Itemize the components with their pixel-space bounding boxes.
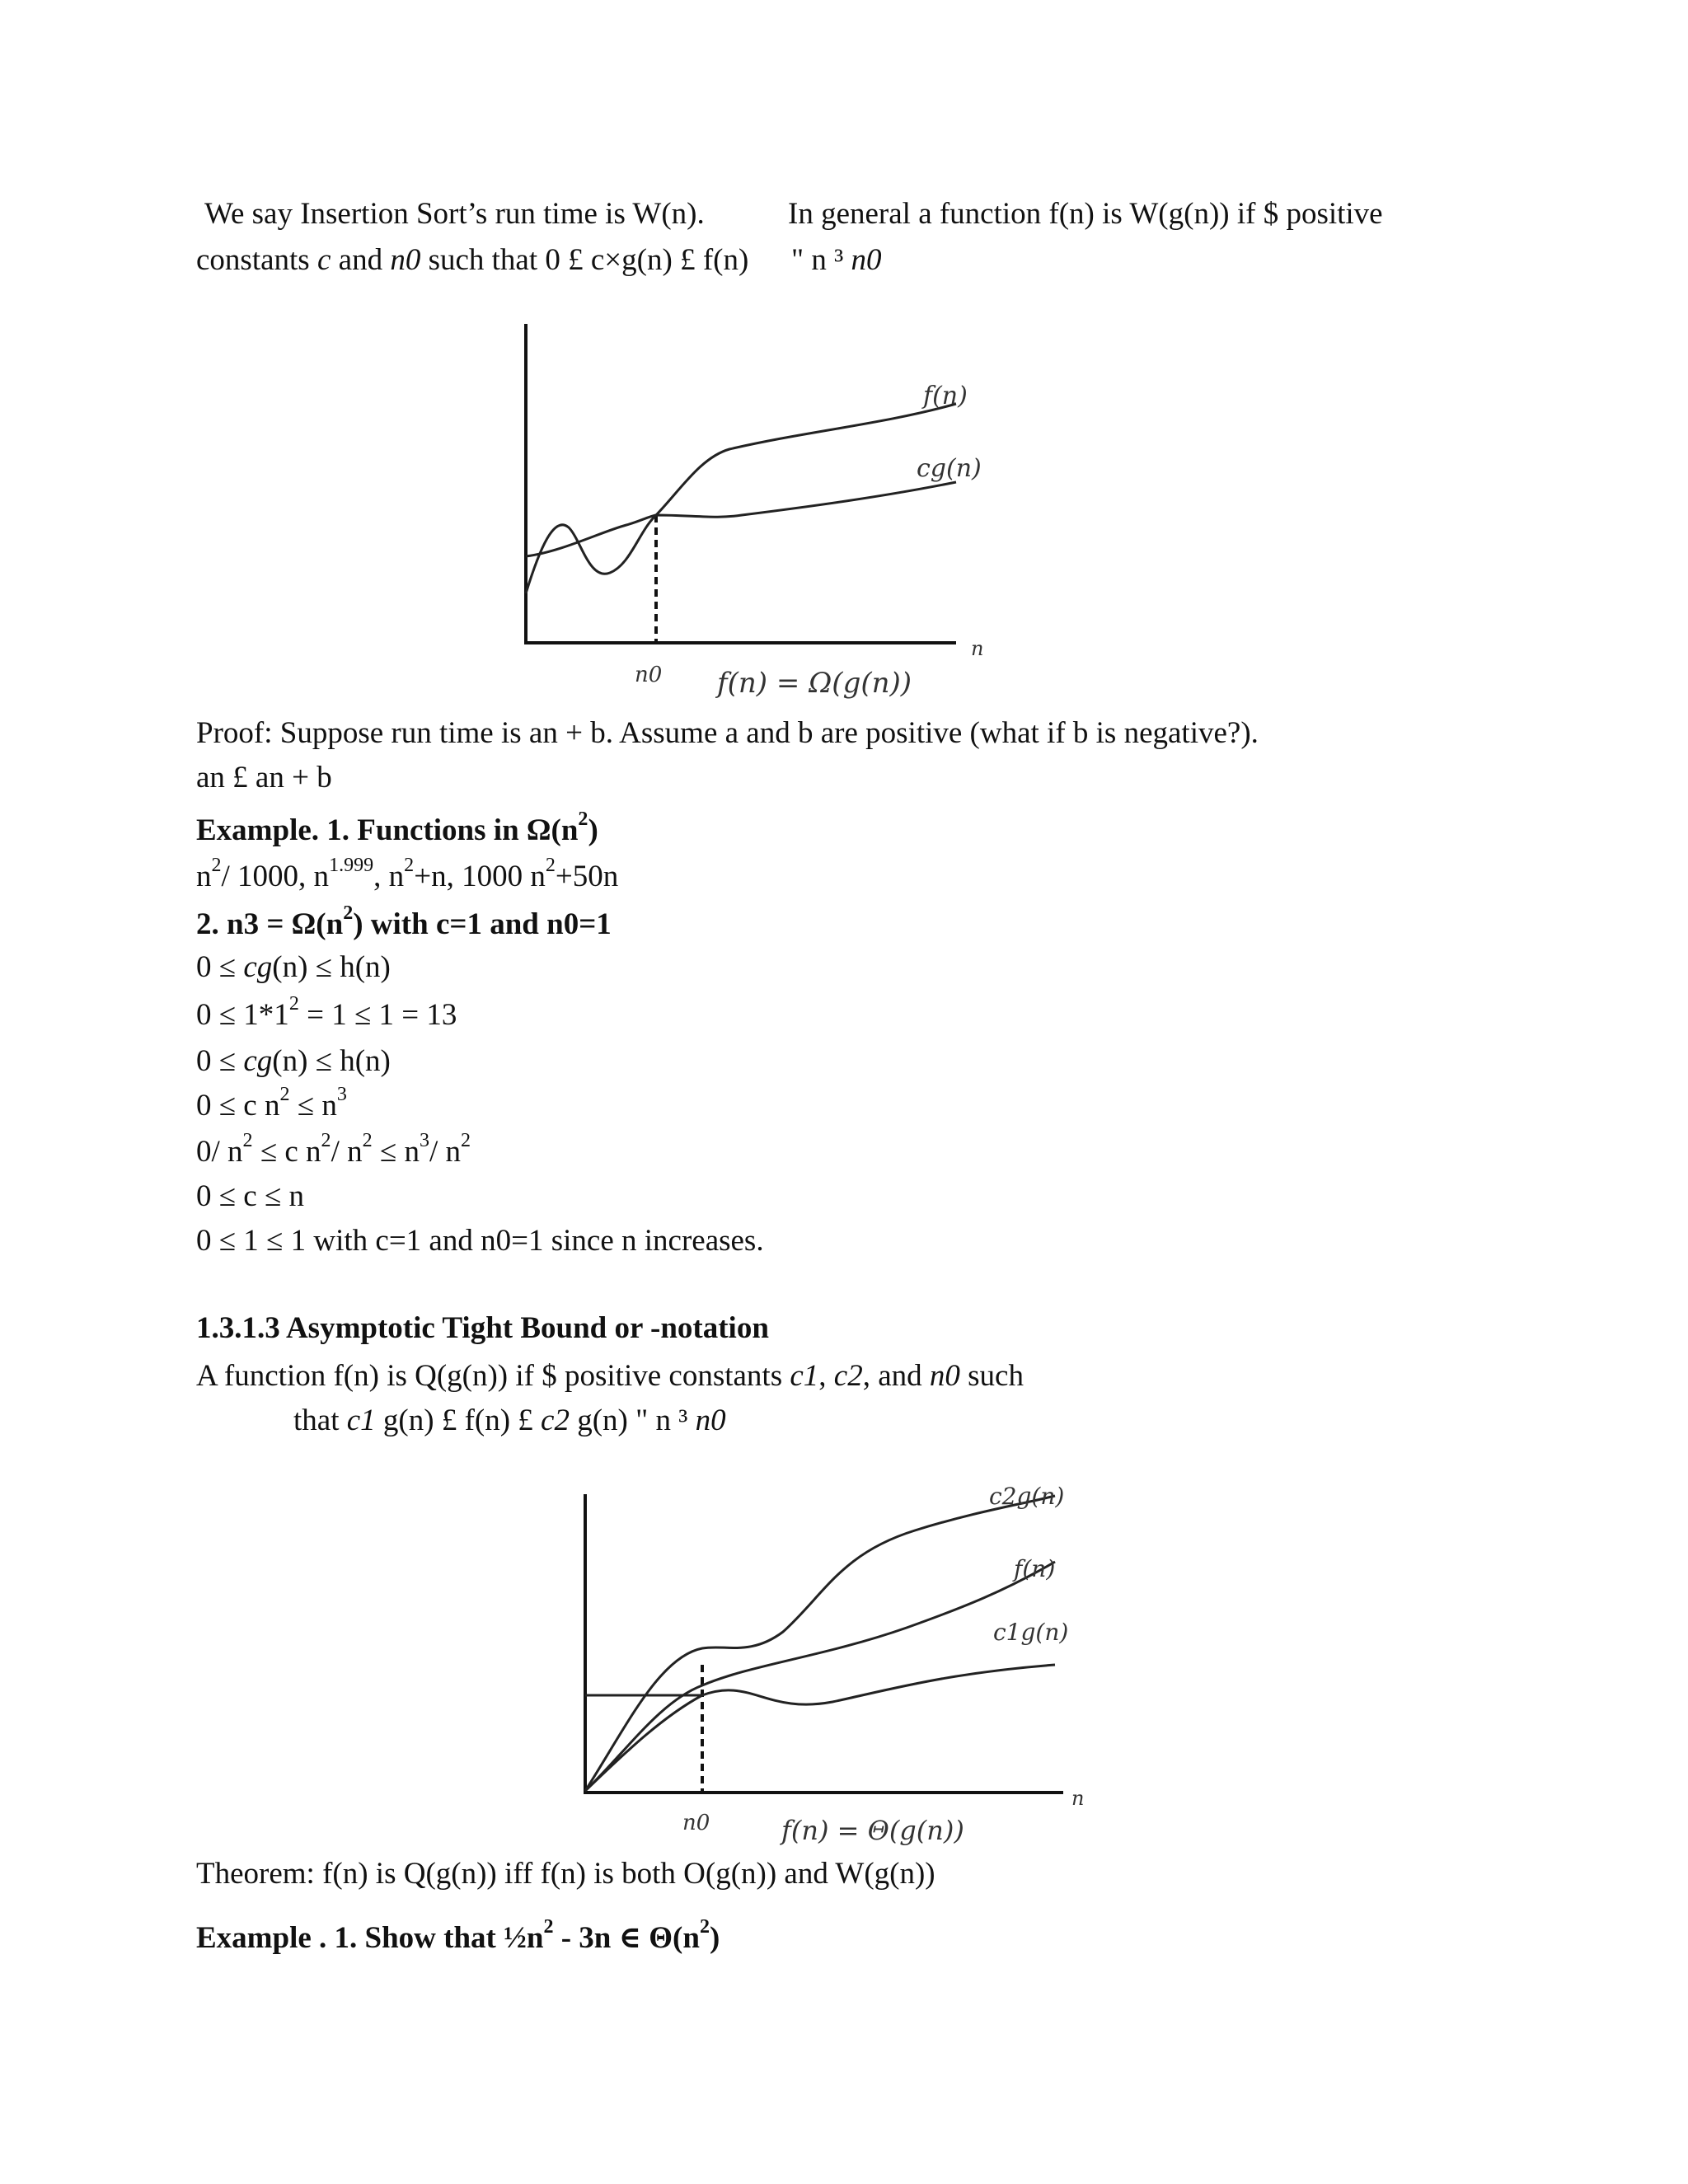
theta-label-c2g: c2g(n) — [989, 1483, 1065, 1510]
step-2: $0 \le 1*1^2 = 1 \le 1 = 13$ — [196, 992, 457, 1032]
intro-line-1a: We say Insertion Sort’s run time is W(n). — [204, 197, 705, 231]
theta-label-f: f(n) — [1014, 1555, 1056, 1582]
omega-label-f: f(n) — [923, 382, 968, 410]
theta-graph — [560, 1479, 1121, 1850]
theta-c2g-curve — [585, 1496, 1055, 1791]
theta-f-curve — [585, 1562, 1055, 1791]
theta-definition-2: that c1 g(n) £ f(n) £ c2 g(n) " n ³ n0 — [293, 1404, 726, 1437]
proof-line-2: an £ an + b — [196, 761, 332, 794]
theta-label-n0: n0 — [682, 1811, 710, 1835]
omega-label-n0: n0 — [635, 663, 663, 687]
omega-label-n: n — [971, 637, 984, 660]
step-6: 0 ≤ c ≤ n — [196, 1179, 305, 1213]
step-7: 0 ≤ 1 ≤ 1 with c=1 and n0=1 since n increases. — [196, 1224, 764, 1258]
step-1: 0 ≤ cg(n) ≤ h(n) — [196, 950, 391, 984]
intro-line-1b: In general a function f(n) is W(g(n)) if $ positive — [788, 197, 1383, 231]
theta-label-n: n — [1071, 1787, 1085, 1810]
step-3: 0 ≤ cg(n) ≤ h(n) — [196, 1044, 391, 1078]
example-theta-heading: Example . 1. Show that $\frac{1}{2}n^2 - 3n$ ∈ $\Theta(n^2)$ — [196, 1915, 720, 1955]
proof-line-1: Proof: Suppose run time is an + b. Assume a and b are positive (what if b is negative?). — [196, 716, 1259, 750]
theorem-line: Theorem: f(n) is Q(g(n)) iff f(n) is both O(g(n)) and W(g(n)) — [196, 1857, 935, 1891]
example-1-functions: $n^2/$ 1000, $n^{1.999}$, $n^2+n$, 1000 $n^2+50n$ — [196, 854, 619, 893]
example-2-heading: 2. $n3 = \Omega(n^2)$ with c=1 and n0=1 — [196, 902, 612, 941]
step-5: 0/ $n^2 \le c$ $n^2/$ $n^2 \le n^3/$ $n^2$ — [196, 1129, 471, 1169]
omega-label-cg: cg(n) — [917, 454, 982, 483]
omega-graph — [495, 309, 1022, 705]
omega-cg-curve — [526, 482, 956, 556]
theta-caption: f(n) = Θ(g(n)) — [781, 1815, 964, 1846]
example-1-heading: Example. 1. Functions in $\Omega(n^2)$ — [196, 808, 598, 847]
omega-graph-axes — [524, 324, 956, 643]
theta-definition-1: A function f(n) is Q(g(n)) if $ positive constants c1, c2, and n0 such — [196, 1359, 1024, 1393]
section-heading-theta: 1.3.1.3 Asymptotic Tight Bound or -notation — [196, 1311, 769, 1345]
omega-caption: f(n) = Ω(g(n)) — [717, 667, 912, 700]
intro-line-2: constants c and n0 such that 0 £ c×g(n) £ f(n) — [196, 243, 749, 277]
intro-line-2-tail: " n ³ n0 — [791, 243, 882, 277]
theta-graph-axes — [584, 1494, 1063, 1793]
omega-f-curve — [526, 404, 956, 593]
step-4: 0 ≤ c $n^2 \le n^3$ — [196, 1083, 347, 1122]
theta-label-c1g: c1g(n) — [993, 1619, 1069, 1646]
